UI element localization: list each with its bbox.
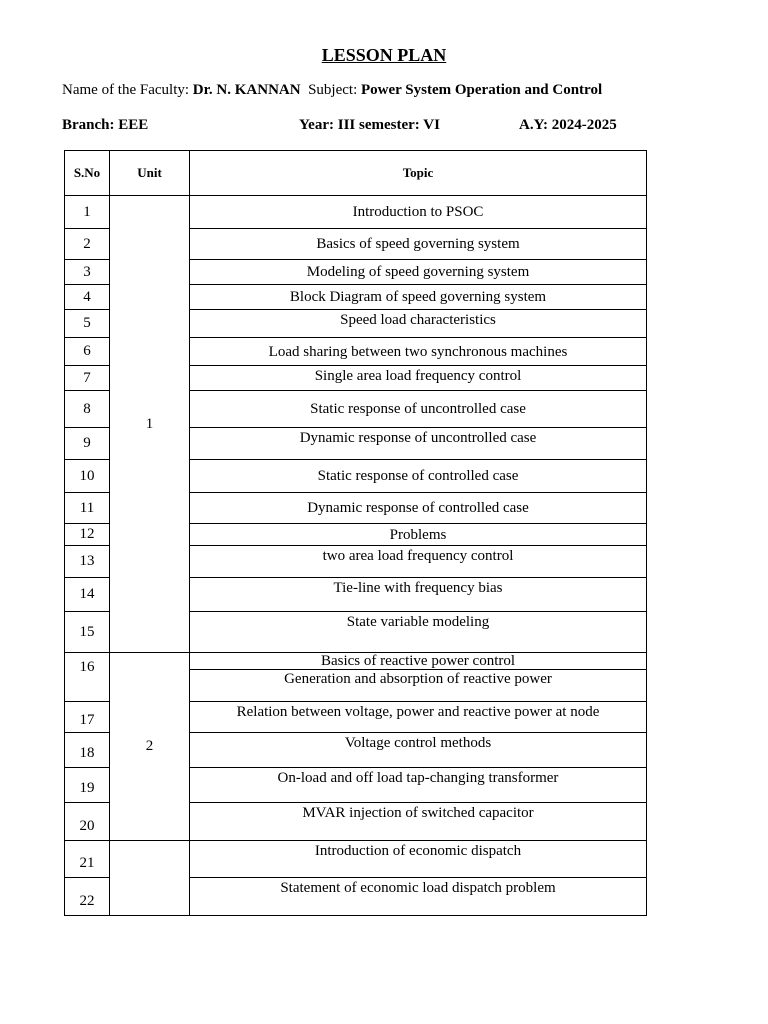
row-topic: Voltage control methods [190,733,647,768]
row-topic: Generation and absorption of reactive power [284,671,552,687]
row-sno: 21 [65,841,110,878]
header-unit: Unit [110,151,190,196]
faculty-label: Name of the Faculty: [62,82,193,98]
table-row [65,196,647,229]
row-topic: Tie-line with frequency bias [190,578,647,612]
row-topic: Load sharing between two synchronous machines [190,338,647,366]
branch: Branch: EEE [62,117,149,133]
header-sno: S.No [65,151,110,196]
row-topic: Introduction of economic dispatch [190,841,647,878]
row-topic: On-load and off load tap-changing transformer [190,768,647,803]
academic-year: A.Y: 2024-2025 [519,117,617,133]
row-topic: State variable modeling [190,612,647,653]
header-topic: Topic [190,151,647,196]
faculty-name: Dr. N. KANNAN [192,82,301,98]
row-sno: 20 [65,803,110,841]
row-sno: 7 [65,366,110,391]
row-sno: 14 [65,578,110,612]
row-topic: Statement of economic load dispatch problem [190,878,647,916]
row-sno: 13 [65,546,110,578]
row-sno: 2 [65,229,110,260]
table-row [65,653,647,702]
row-sno: 4 [65,285,110,310]
subject-name: Power System Operation and Control [361,82,603,98]
row-topic: two area load frequency control [190,546,647,578]
row-sno: 5 [65,310,110,338]
row-sno: 3 [65,260,110,285]
unit-cell [110,841,190,916]
table-header-row [65,151,647,196]
row-sno: 18 [65,733,110,768]
row-topic: Modeling of speed governing system [190,260,647,285]
row-topic: Relation between voltage, power and reactive power at node [190,702,647,733]
document-title: LESSON PLAN [321,45,447,65]
row-topic: Single area load frequency control [190,366,647,391]
row-topic: Basics of reactive power control [190,653,646,670]
row-topic: Dynamic response of uncontrolled case [190,428,647,460]
subject-label: Subject: [308,82,361,98]
row-topic: Problems [190,524,647,546]
row-topic: Static response of uncontrolled case [190,391,647,428]
row-sno: 1 [65,196,110,229]
row-topic: Dynamic response of controlled case [190,493,647,524]
row-sno: 8 [65,391,110,428]
row-topic: Block Diagram of speed governing system [190,285,647,310]
row-topic: Basics of speed governing system [190,229,647,260]
row-sno: 15 [65,612,110,653]
row-sno: 11 [65,493,110,524]
row-topic: Speed load characteristics [190,310,647,338]
unit-cell: 1 [110,196,190,653]
row-sno: 10 [65,460,110,493]
unit-cell: 2 [110,653,190,841]
row-sno: 6 [65,338,110,366]
row-topic: Static response of controlled case [190,460,647,493]
row-sno: 12 [65,524,110,546]
row-sno: 16 [65,653,110,702]
faculty-subject-line [62,82,602,99]
row-topic: MVAR injection of switched capacitor [190,803,647,841]
row-topic: Introduction to PSOC [190,196,647,229]
table-row [65,841,647,878]
row-sno: 22 [65,878,110,916]
row-sno: 9 [65,428,110,460]
row-topic-stack [190,653,647,702]
row-sno: 17 [65,702,110,733]
row-sno: 19 [65,768,110,803]
year-semester: Year: III semester: VI [299,117,440,133]
lesson-plan-table [64,150,647,916]
